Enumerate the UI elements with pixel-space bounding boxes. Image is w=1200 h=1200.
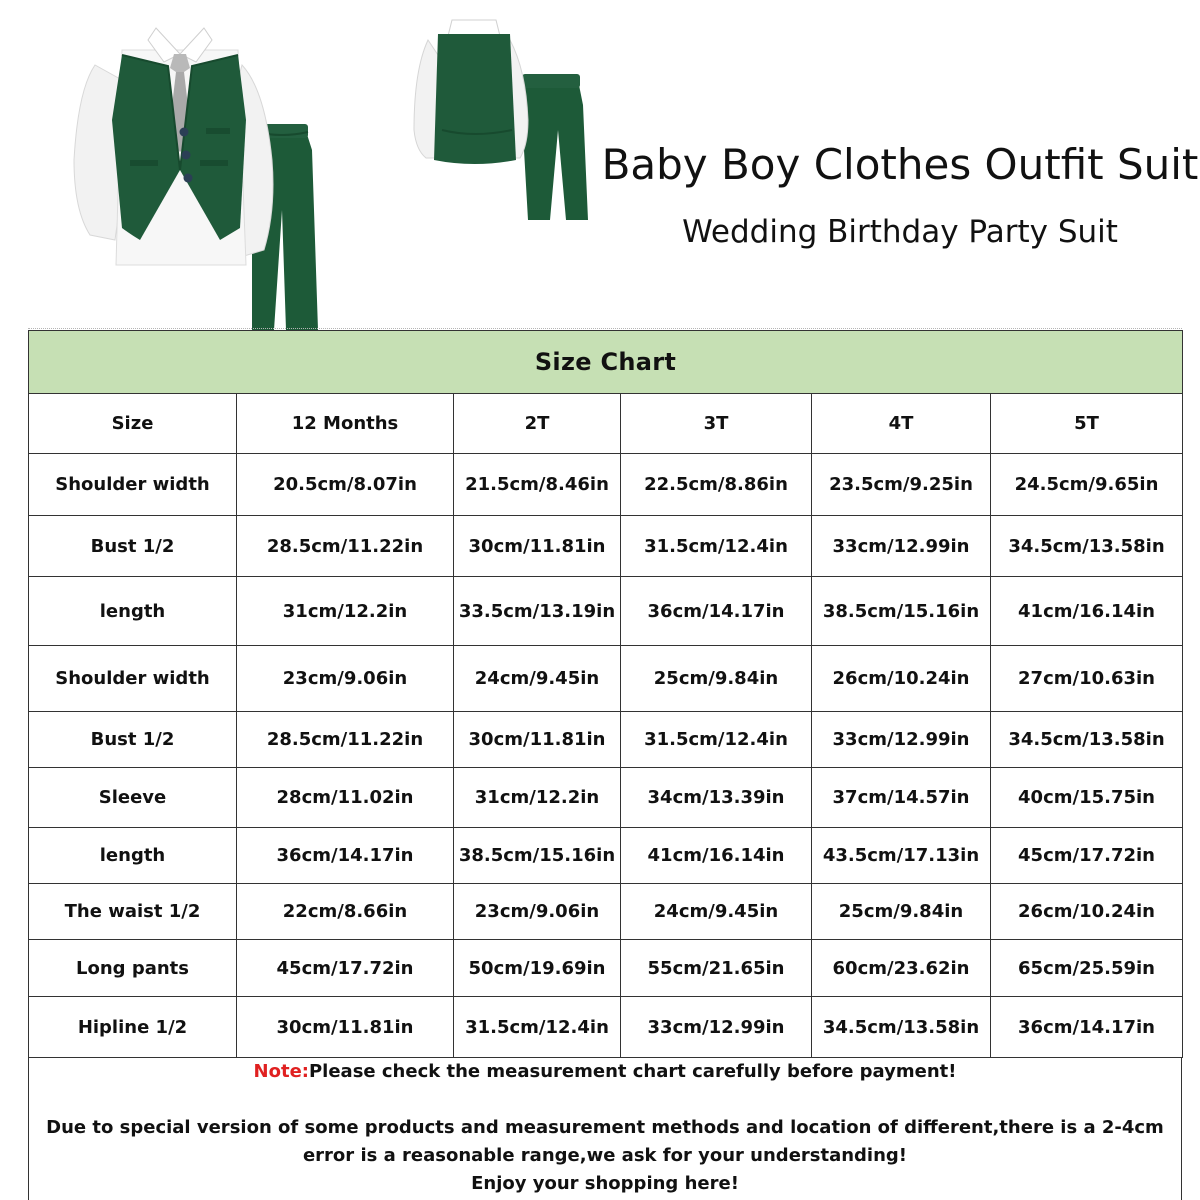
table-row (29, 940, 1183, 997)
product-hero (0, 0, 1200, 330)
table-cell: 31.5cm/12.4in (621, 516, 812, 577)
table-cell: 30cm/11.81in (454, 516, 621, 577)
note-line-check (29, 1058, 1181, 1086)
table-cell: 45cm/17.72in (991, 828, 1183, 884)
table-cell: 20.5cm/8.07in (237, 454, 454, 516)
table-cell: 40cm/15.75in (991, 768, 1183, 828)
table-cell: 28.5cm/11.22in (237, 516, 454, 577)
table-cell: 26cm/10.24in (812, 646, 991, 712)
table-row (29, 997, 1183, 1058)
table-row (29, 768, 1183, 828)
row-label: Sleeve (29, 768, 237, 828)
row-label: length (29, 577, 237, 646)
row-label: Hipline 1/2 (29, 997, 237, 1058)
table-cell: 34.5cm/13.58in (991, 712, 1183, 768)
note-label: Note: (253, 1061, 309, 1082)
table-cell: 23.5cm/9.25in (812, 454, 991, 516)
table-cell: 23cm/9.06in (237, 646, 454, 712)
table-cell: 33.5cm/13.19in (454, 577, 621, 646)
table-cell: 31.5cm/12.4in (621, 712, 812, 768)
header-cell: 5T (991, 394, 1183, 454)
product-image-main (60, 10, 370, 330)
table-row (29, 454, 1183, 516)
table-cell: 36cm/14.17in (621, 577, 812, 646)
table-cell: 34cm/13.39in (621, 768, 812, 828)
row-label: Shoulder width (29, 454, 237, 516)
table-cell: 34.5cm/13.58in (991, 516, 1183, 577)
product-image-back (408, 10, 608, 225)
table-cell: 34.5cm/13.58in (812, 997, 991, 1058)
note-closing: Enjoy your shopping here! (471, 1173, 739, 1194)
table-cell: 24.5cm/9.65in (991, 454, 1183, 516)
table-cell: 28cm/11.02in (237, 768, 454, 828)
size-chart-table (28, 330, 1183, 1058)
table-cell: 23cm/9.06in (454, 884, 621, 940)
table-cell: 31cm/12.2in (237, 577, 454, 646)
row-label: Long pants (29, 940, 237, 997)
size-header-row (29, 394, 1183, 454)
table-cell: 60cm/23.62in (812, 940, 991, 997)
row-label: Shoulder width (29, 646, 237, 712)
row-label: Bust 1/2 (29, 516, 237, 577)
table-cell: 38.5cm/15.16in (812, 577, 991, 646)
table-cell: 33cm/12.99in (812, 516, 991, 577)
table-cell: 31.5cm/12.4in (454, 997, 621, 1058)
table-cell: 27cm/10.63in (991, 646, 1183, 712)
page-subtitle: Wedding Birthday Party Suit (682, 214, 1118, 250)
row-label: The waist 1/2 (29, 884, 237, 940)
table-cell: 36cm/14.17in (991, 997, 1183, 1058)
table-cell: 37cm/14.57in (812, 768, 991, 828)
header-cell: 2T (454, 394, 621, 454)
table-row (29, 828, 1183, 884)
table-cell: 28.5cm/11.22in (237, 712, 454, 768)
table-cell: 26cm/10.24in (991, 884, 1183, 940)
table-row (29, 712, 1183, 768)
table-cell: 22cm/8.66in (237, 884, 454, 940)
table-cell: 24cm/9.45in (621, 884, 812, 940)
table-cell: 43.5cm/17.13in (812, 828, 991, 884)
table-cell: 33cm/12.99in (812, 712, 991, 768)
table-cell: 25cm/9.84in (812, 884, 991, 940)
table-cell: 65cm/25.59in (991, 940, 1183, 997)
header-cell: 12 Months (237, 394, 454, 454)
table-cell: 25cm/9.84in (621, 646, 812, 712)
header-cell: 3T (621, 394, 812, 454)
table-cell: 55cm/21.65in (621, 940, 812, 997)
note-error-range: Due to special version of some products and measurement methods and location of different,there is a 2-4cm error is a reasonable range,we ask for your understanding! (46, 1117, 1164, 1166)
table-cell: 22.5cm/8.86in (621, 454, 812, 516)
table-cell: 36cm/14.17in (237, 828, 454, 884)
table-row (29, 516, 1183, 577)
table-row (29, 577, 1183, 646)
header-cell: 4T (812, 394, 991, 454)
table-cell: 30cm/11.81in (237, 997, 454, 1058)
table-cell: 33cm/12.99in (621, 997, 812, 1058)
table-cell: 41cm/16.14in (621, 828, 812, 884)
table-row (29, 884, 1183, 940)
table-cell: 38.5cm/15.16in (454, 828, 621, 884)
table-cell: 30cm/11.81in (454, 712, 621, 768)
table-cell: 45cm/17.72in (237, 940, 454, 997)
table-cell: 41cm/16.14in (991, 577, 1183, 646)
table-cell: 24cm/9.45in (454, 646, 621, 712)
note-section (28, 1058, 1182, 1200)
table-row (29, 646, 1183, 712)
table-cell: 50cm/19.69in (454, 940, 621, 997)
row-label: length (29, 828, 237, 884)
size-chart-title: Size Chart (29, 331, 1183, 394)
table-cell: 31cm/12.2in (454, 768, 621, 828)
header-cell: Size (29, 394, 237, 454)
row-label: Bust 1/2 (29, 712, 237, 768)
table-cell: 21.5cm/8.46in (454, 454, 621, 516)
note-text: Please check the measurement chart carefully before payment! (308, 1061, 957, 1082)
page-title: Baby Boy Clothes Outfit Suit (601, 140, 1199, 189)
